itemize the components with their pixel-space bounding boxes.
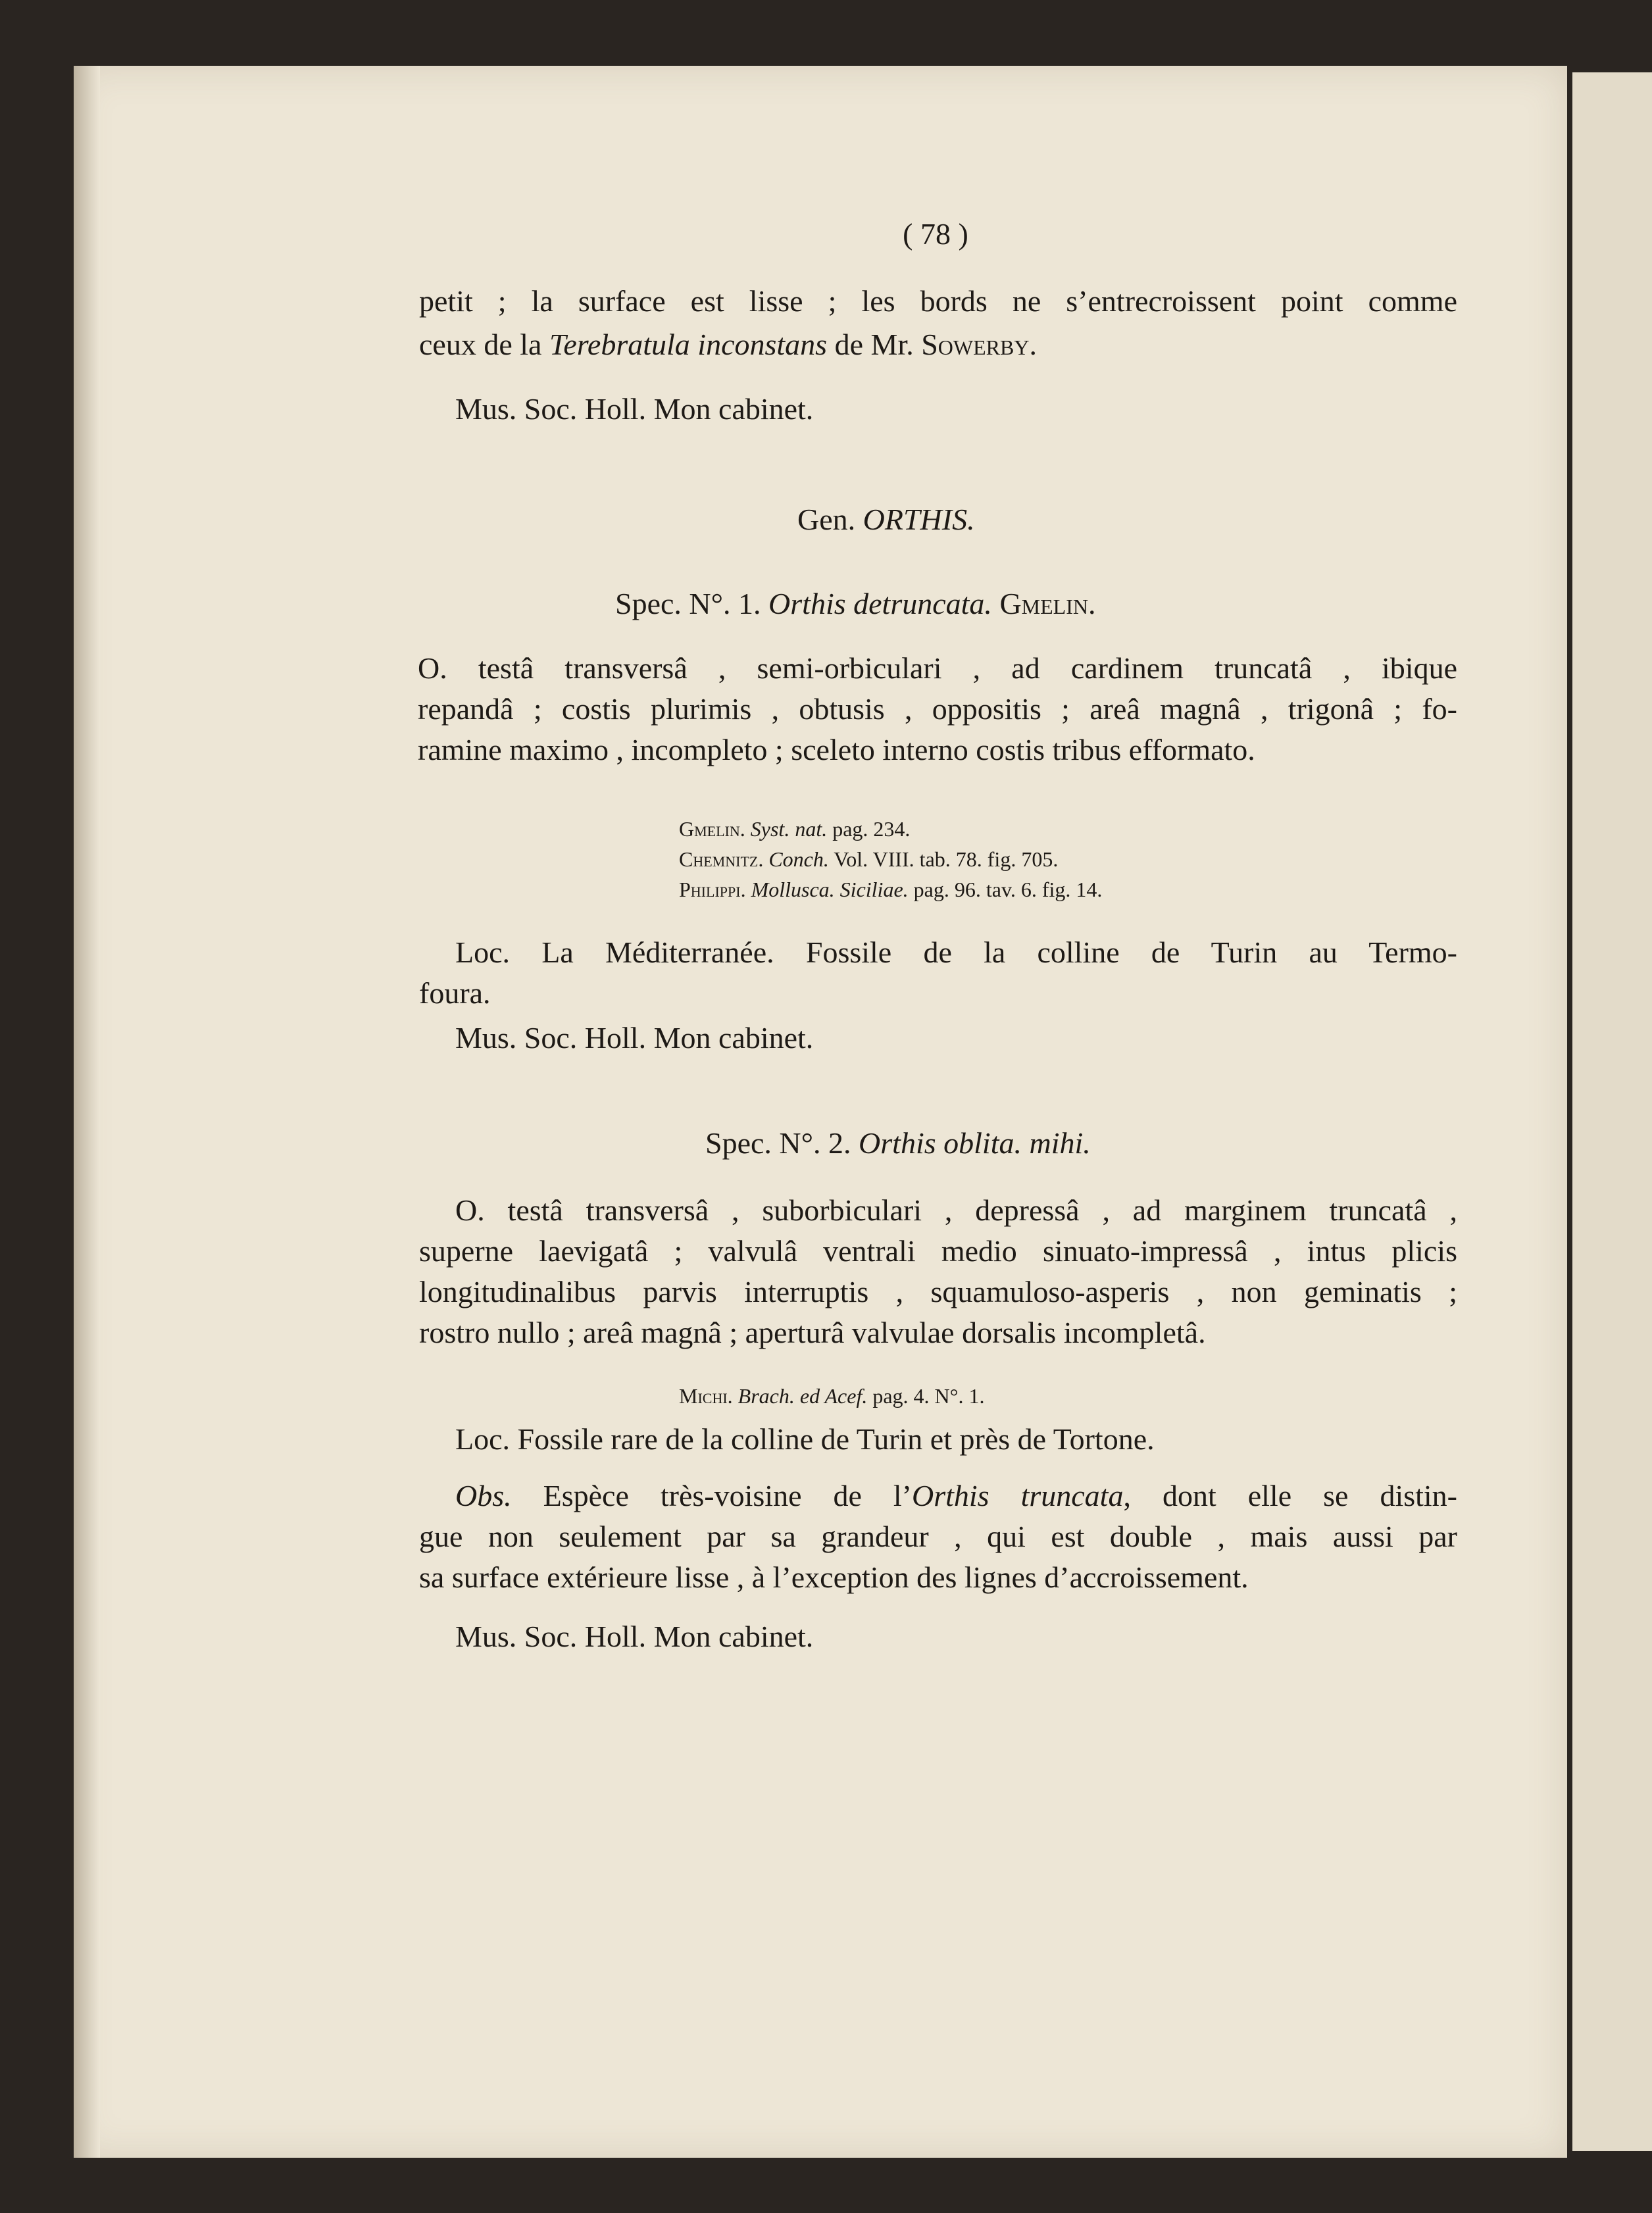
- reference-line: [679, 875, 1102, 904]
- museum-note: Mus. Soc. Holl. Mon cabinet.: [455, 1021, 814, 1055]
- diagnosis-line: repandâ ; costis plurimis , obtusis , oppositis ; areâ magnâ , trigonâ ; fo-: [418, 692, 1457, 726]
- text-segment: de Mr.: [834, 328, 914, 361]
- author-name: Sowerby.: [921, 328, 1037, 361]
- observation-line: [455, 1478, 1457, 1514]
- species-name: Orthis truncata: [912, 1479, 1124, 1512]
- reference-line: [679, 845, 1058, 874]
- page-gutter: [74, 66, 100, 2158]
- locality-line: Loc. La Méditerranée. Fossile de la colline de Turin au Termo-: [455, 935, 1457, 969]
- text-line-p1-2: [419, 326, 1037, 363]
- species-number: Spec. N°. 2.: [705, 1126, 851, 1160]
- locality-line: foura.: [419, 976, 491, 1010]
- genus-name: ORTHIS.: [863, 503, 975, 536]
- ref-author: Gmelin.: [679, 817, 745, 841]
- ref-author: Michi.: [679, 1384, 733, 1408]
- ref-detail: Vol. VIII. tab. 78. fig. 705.: [834, 847, 1059, 871]
- diagnosis-line: O. testâ transversâ , semi-orbiculari , ad cardinem truncatâ , ibique: [418, 651, 1457, 685]
- ref-detail: pag. 96. tav. 6. fig. 14.: [913, 878, 1103, 901]
- ref-detail: pag. 4. N°. 1.: [872, 1384, 985, 1408]
- diagnosis-line: rostro nullo ; areâ magnâ ; aperturâ valvulae dorsalis incompletâ.: [419, 1316, 1206, 1349]
- text-segment: ceux de la: [419, 328, 542, 361]
- species-name: Terebratula inconstans: [549, 328, 828, 361]
- locality-line: Loc. Fossile rare de la colline de Turin et près de Tortone.: [455, 1422, 1155, 1456]
- species-heading-2: [705, 1125, 1091, 1162]
- ref-work: Brach. ed Acef.: [738, 1384, 868, 1408]
- ref-work: Syst. nat.: [750, 817, 828, 841]
- ref-author: Philippi.: [679, 878, 746, 901]
- ref-detail: pag. 234.: [832, 817, 911, 841]
- diagnosis-line: longitudinalibus parvis interruptis , squamuloso-asperis , non geminatis ;: [419, 1275, 1457, 1308]
- ref-author: Chemnitz.: [679, 847, 764, 871]
- diagnosis-line: ramine maximo , incompleto ; sceleto interno costis tribus efformato.: [418, 733, 1255, 766]
- text-line-p1-1: petit ; la surface est lisse ; les bords ne s’entrecroissent point comme: [419, 284, 1457, 318]
- species-number: Spec. N°. 1.: [615, 587, 761, 620]
- diagnosis-line: superne laevigatâ ; valvulâ ventrali medio sinuato-impressâ , intus plicis: [419, 1234, 1457, 1268]
- genus-prefix: Gen.: [797, 503, 856, 536]
- genus-heading: [797, 501, 975, 538]
- page-number: ( 78 ): [903, 217, 968, 251]
- observation-line: gue non seulement par sa grandeur , qui est double , mais aussi par: [419, 1520, 1457, 1553]
- next-page-edge: [1572, 72, 1652, 2151]
- text-segment: , dont elle se distin-: [1123, 1479, 1458, 1512]
- ref-work: Conch.: [768, 847, 829, 871]
- ref-work: Mollusca. Siciliae.: [751, 878, 909, 901]
- reference-line: [679, 1381, 984, 1410]
- diagnosis-line: O. testâ transversâ , suborbiculari , depressâ , ad marginem truncatâ ,: [455, 1193, 1457, 1227]
- author-name: Gmelin.: [999, 587, 1096, 620]
- obs-label: Obs.: [455, 1479, 512, 1512]
- book-page: [74, 66, 1567, 2158]
- observation-line: sa surface extérieure lisse , à l’exception des lignes d’accroissement.: [419, 1560, 1249, 1594]
- museum-note: Mus. Soc. Holl. Mon cabinet.: [455, 1620, 814, 1653]
- species-heading-1: [615, 585, 1095, 622]
- reference-line: [679, 814, 910, 843]
- species-name: Orthis detruncata.: [768, 587, 992, 620]
- text-segment: Espèce très-voisine de l’: [543, 1479, 912, 1512]
- species-name: Orthis oblita. mihi.: [859, 1126, 1091, 1160]
- museum-note: Mus. Soc. Holl. Mon cabinet.: [455, 392, 814, 426]
